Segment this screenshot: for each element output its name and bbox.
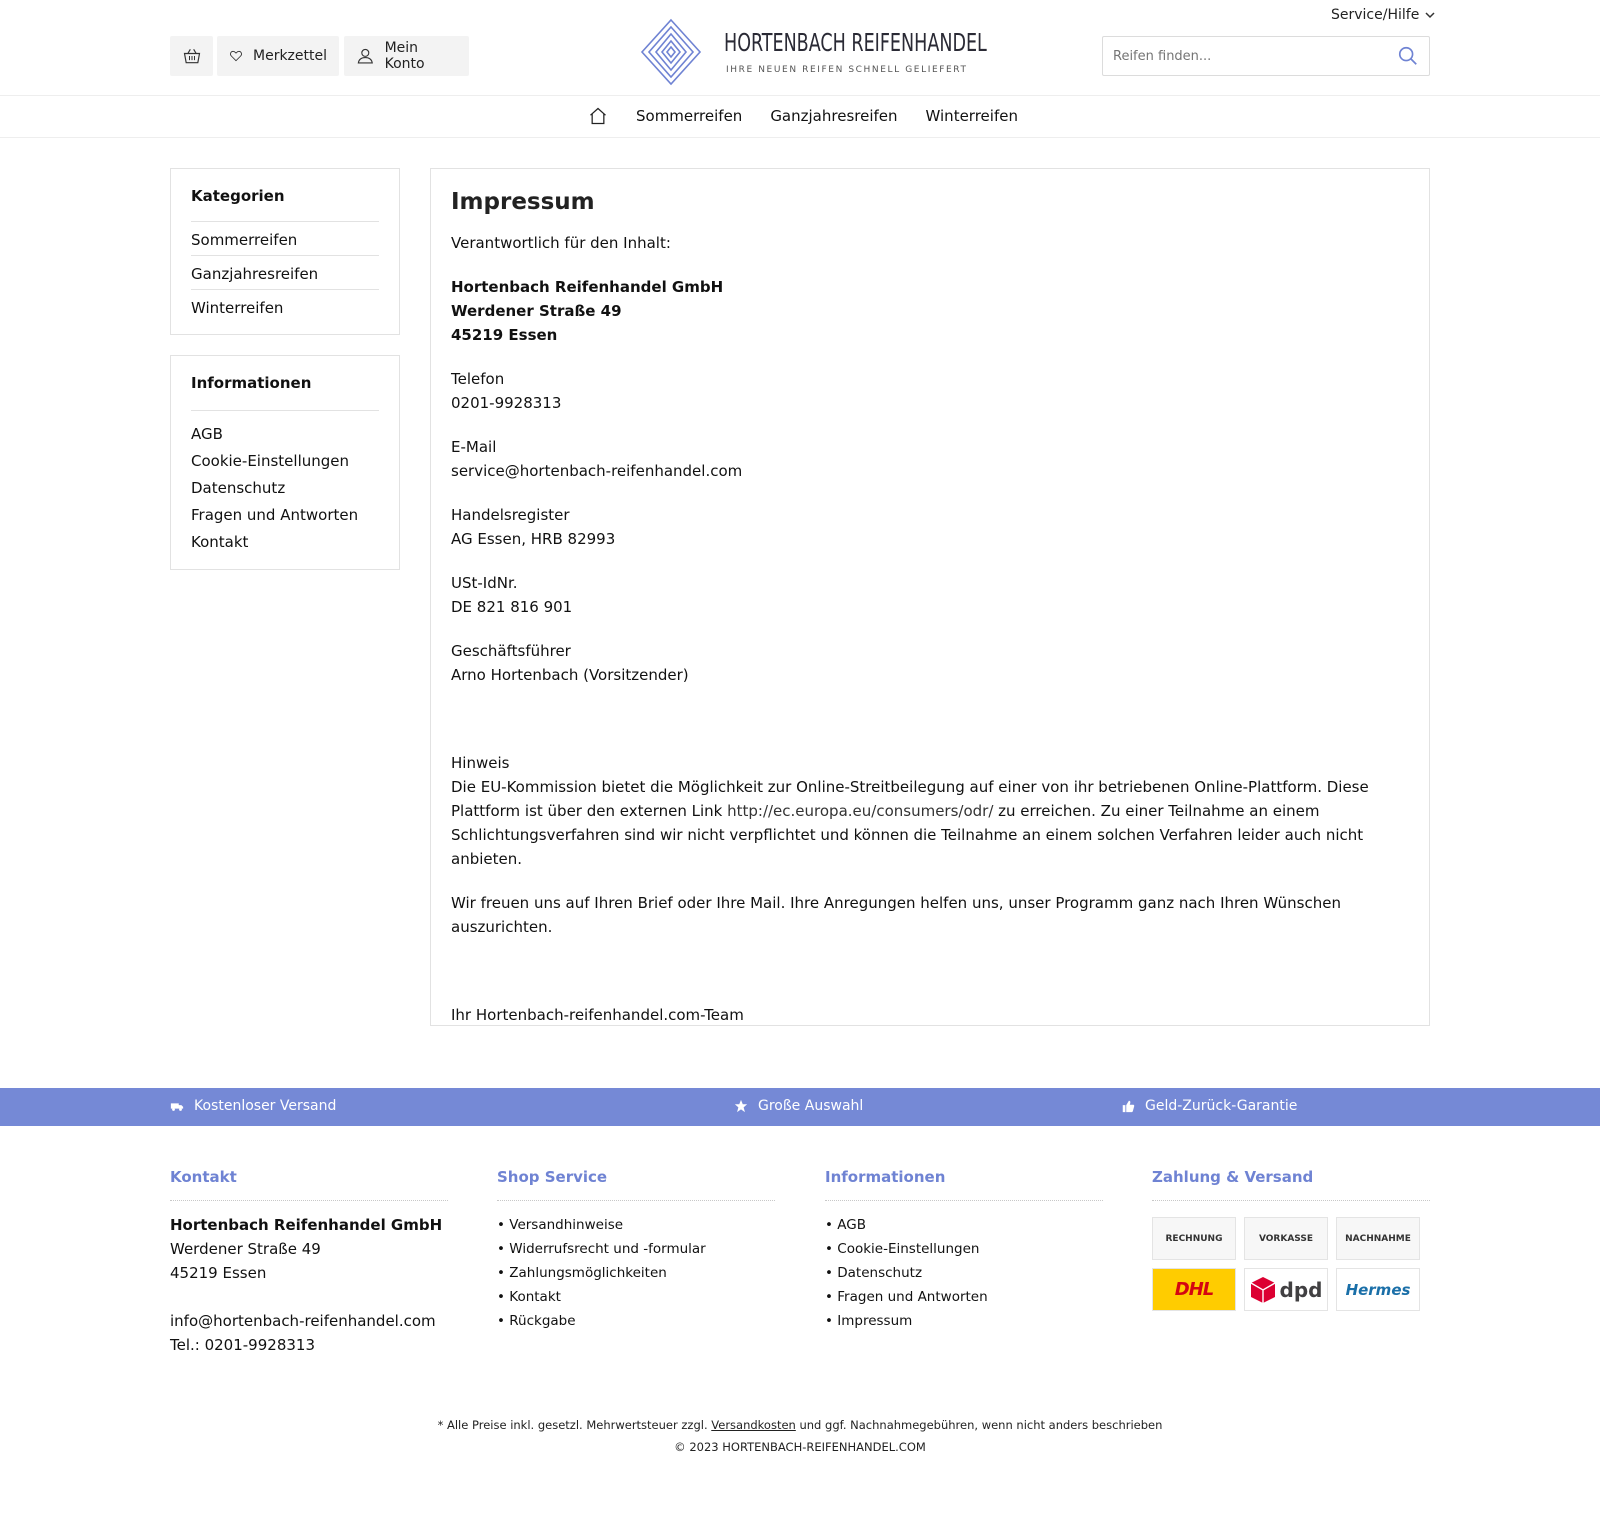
- dpd-cube-icon: [1250, 1276, 1276, 1304]
- sidebar-item-sommerreifen[interactable]: Sommerreifen: [191, 222, 379, 256]
- footer-link-kontakt[interactable]: • Kontakt: [497, 1289, 561, 1305]
- hermes-label: Hermes: [1345, 1280, 1411, 1299]
- service-help-label: Service/Hilfe: [1331, 7, 1420, 23]
- benefits-bar: [0, 1088, 1600, 1126]
- hermes-logo: [1336, 1268, 1420, 1311]
- benefit-guarantee-label: Geld-Zurück-Garantie: [1145, 1098, 1298, 1114]
- benefit-selection: [734, 1098, 863, 1114]
- company-city: 45219 Essen: [451, 326, 558, 344]
- page-title: Impressum: [451, 189, 595, 215]
- chevron-down-icon: [1425, 10, 1435, 20]
- footer-company: Hortenbach Reifenhandel GmbH: [170, 1216, 443, 1234]
- logo-tagline: IHRE NEUEN REIFEN SCHNELL GELIEFERT: [726, 65, 968, 75]
- legal-notice: [0, 1418, 1600, 1432]
- search-input[interactable]: [1113, 49, 1397, 64]
- nav-item-ganzjahresreifen[interactable]: Ganzjahresreifen: [770, 107, 898, 125]
- payment-rechnung-badge: RECHNUNG: [1152, 1217, 1236, 1260]
- register-block: [451, 503, 1409, 551]
- footer-service-title: Shop Service: [497, 1168, 775, 1201]
- hint-label: Hinweis: [451, 754, 510, 772]
- wishlist-button[interactable]: [217, 36, 339, 76]
- sidebar-item-agb[interactable]: AGB: [191, 425, 223, 443]
- intro-text: Verantwortlich für den Inhalt:: [451, 234, 671, 252]
- hint-text-after: zu erreichen. Zu einer Teilnahme an einem Schlichtungsverfahren sind wir nicht verpflichtet und können die Teilnahme an einem solchen Verfahren leider auch nicht anbieten.: [451, 802, 1364, 868]
- nav-item-sommerreifen[interactable]: Sommerreifen: [636, 107, 743, 125]
- email-value[interactable]: service@hortenbach-reifenhandel.com: [451, 462, 743, 480]
- footer-link-impressum[interactable]: • Impressum: [825, 1313, 913, 1329]
- info-title: Informationen: [191, 374, 312, 392]
- sidebar-item-faq[interactable]: Fragen und Antworten: [191, 506, 359, 524]
- site-logo[interactable]: [640, 18, 987, 88]
- footer-link-zahlung[interactable]: • Zahlungsmöglichkeiten: [497, 1265, 667, 1281]
- footer-payment-title: Zahlung & Versand: [1152, 1168, 1430, 1201]
- main-navigation: [0, 95, 1600, 138]
- sidebar-item-winterreifen[interactable]: Winterreifen: [191, 299, 284, 317]
- footer-info-title: Informationen: [825, 1168, 1103, 1201]
- register-value: AG Essen, HRB 82993: [451, 530, 616, 548]
- footer-phone: Tel.: 0201-9928313: [170, 1336, 315, 1354]
- benefit-shipping: [170, 1098, 336, 1114]
- dhl-logo: DHL: [1152, 1268, 1236, 1311]
- footer-link-datenschutz[interactable]: • Datenschutz: [825, 1265, 923, 1281]
- ceo-block: [451, 639, 1409, 687]
- footer-link-cookies[interactable]: • Cookie-Einstellungen: [825, 1241, 980, 1257]
- account-button[interactable]: [344, 36, 469, 76]
- phone-value: 0201-9928313: [451, 394, 562, 412]
- phone-block: [451, 367, 1409, 415]
- sidebar-item-ganzjahresreifen[interactable]: Ganzjahresreifen: [191, 256, 379, 290]
- vat-label: USt-IdNr.: [451, 574, 518, 592]
- dpd-logo: [1244, 1268, 1328, 1311]
- basket-icon: [182, 46, 202, 66]
- legal-text-after: und ggf. Nachnahmegebühren, wenn nicht anders beschrieben: [795, 1418, 1163, 1432]
- sidebar-item-cookies[interactable]: Cookie-Einstellungen: [191, 452, 350, 470]
- footer-link-rueckgabe[interactable]: • Rückgabe: [497, 1313, 576, 1329]
- search-bar[interactable]: [1102, 36, 1430, 76]
- categories-box: [170, 168, 400, 335]
- hint-block: [451, 751, 1409, 871]
- account-label: Mein Konto: [384, 40, 425, 72]
- benefit-shipping-label: Kostenloser Versand: [194, 1098, 337, 1114]
- search-icon[interactable]: [1397, 45, 1419, 67]
- register-label: Handelsregister: [451, 506, 570, 524]
- benefit-guarantee: [1121, 1098, 1297, 1114]
- company-name: Hortenbach Reifenhandel GmbH: [451, 278, 724, 296]
- footer-contact-title: Kontakt: [170, 1168, 448, 1201]
- logo-diamond-icon: [640, 18, 702, 86]
- heart-icon: [229, 46, 243, 66]
- logo-name: HORTENBACH REIFENHANDEL: [724, 28, 987, 57]
- benefit-selection-label: Große Auswahl: [758, 1098, 864, 1114]
- truck-icon: [170, 1099, 184, 1113]
- nav-item-winterreifen[interactable]: Winterreifen: [925, 107, 1018, 125]
- impressum-content: [430, 168, 1430, 1026]
- hint-text-before: Die EU-Kommission bietet die Möglichkeit zur Online-Streitbeilegung auf einer von ihr betriebenen Online-Plattform. Diese Plattform ist über den externen Link: [451, 778, 1369, 820]
- shipping-costs-link[interactable]: Versandkosten: [711, 1418, 796, 1432]
- closing-text: Wir freuen uns auf Ihren Brief oder Ihre Mail. Ihre Anregungen helfen uns, unser Programm ganz nach Ihren Wünschen auszurichten.: [451, 894, 1341, 936]
- sidebar-item-kontakt[interactable]: Kontakt: [191, 533, 249, 551]
- payment-vorkasse-badge: VORKASSE: [1244, 1217, 1328, 1260]
- service-help-dropdown[interactable]: [1331, 7, 1435, 23]
- footer-payment-shipping: [1152, 1168, 1430, 1311]
- footer-email[interactable]: info@hortenbach-reifenhandel.com: [170, 1312, 436, 1330]
- vat-value: DE 821 816 901: [451, 598, 573, 616]
- ceo-value: Arno Hortenbach (Vorsitzender): [451, 666, 689, 684]
- ceo-label: Geschäftsführer: [451, 642, 571, 660]
- email-label: E-Mail: [451, 438, 497, 456]
- home-icon[interactable]: [588, 106, 608, 126]
- info-box: [170, 355, 400, 570]
- legal-text-before: * Alle Preise inkl. gesetzl. Mehrwertsteuer zzgl.: [437, 1418, 712, 1432]
- categories-title: Kategorien: [191, 187, 285, 205]
- user-icon: [356, 46, 375, 66]
- star-icon: [734, 1099, 748, 1113]
- phone-label: Telefon: [451, 370, 505, 388]
- thumbs-up-icon: [1121, 1099, 1135, 1113]
- copyright: © 2023 HORTENBACH-REIFENHANDEL.COM: [674, 1440, 926, 1454]
- email-block: [451, 435, 1409, 483]
- payment-nachnahme-badge: NACHNAHME: [1336, 1217, 1420, 1260]
- footer-link-agb[interactable]: • AGB: [825, 1217, 866, 1233]
- odr-link[interactable]: http://ec.europa.eu/consumers/odr/: [727, 802, 994, 820]
- footer-link-versandhinweise[interactable]: • Versandhinweise: [497, 1217, 624, 1233]
- cart-button[interactable]: [170, 36, 213, 76]
- footer-shop-service: [497, 1168, 775, 1333]
- company-street: Werdener Straße 49: [451, 302, 622, 320]
- vat-block: [451, 571, 1409, 619]
- dpd-label: dpd: [1279, 1277, 1323, 1302]
- wishlist-label: Merkzettel: [253, 48, 327, 64]
- company-address: [451, 275, 1409, 347]
- footer-link-faq[interactable]: • Fragen und Antworten: [825, 1289, 988, 1305]
- footer-street: Werdener Straße 49: [170, 1240, 321, 1258]
- footer-city: 45219 Essen: [170, 1264, 267, 1282]
- signature-text: Ihr Hortenbach-reifenhandel.com-Team: [451, 1006, 744, 1024]
- footer-contact: [170, 1168, 448, 1357]
- footer-link-widerruf[interactable]: • Widerrufsrecht und -formular: [497, 1241, 706, 1257]
- sidebar-item-datenschutz[interactable]: Datenschutz: [191, 479, 286, 497]
- footer-information: [825, 1168, 1103, 1333]
